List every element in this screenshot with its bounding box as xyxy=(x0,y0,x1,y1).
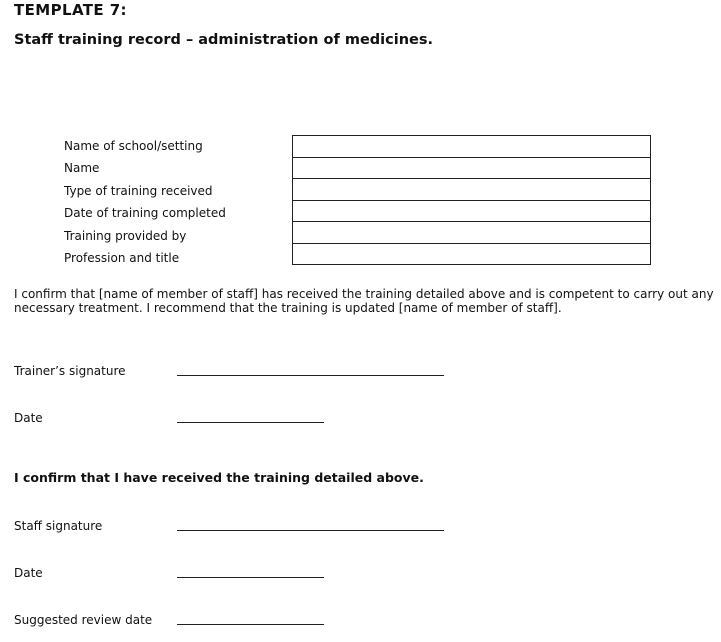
field-value-provided-by[interactable] xyxy=(293,222,651,244)
review-date-line[interactable] xyxy=(177,624,324,625)
table-row xyxy=(293,179,651,201)
staff-date-label: Date xyxy=(14,566,43,580)
field-label-provided-by: Training provided by xyxy=(64,229,187,243)
field-value-training-date[interactable] xyxy=(293,200,651,222)
table-row xyxy=(293,200,651,222)
field-label-training-date: Date of training completed xyxy=(64,206,226,220)
staff-date-line[interactable] xyxy=(177,577,324,578)
training-details-table xyxy=(292,135,651,265)
table-row xyxy=(293,222,651,244)
field-value-name[interactable] xyxy=(293,157,651,179)
staff-signature-label: Staff signature xyxy=(14,519,103,533)
staff-confirmation-text: I confirm that I have received the training detailed above. xyxy=(14,470,424,485)
trainer-date-label: Date xyxy=(14,411,43,425)
review-date-label: Suggested review date xyxy=(14,613,153,627)
table-row xyxy=(293,243,651,265)
template-heading: TEMPLATE 7: xyxy=(14,1,127,19)
document-title: Staff training record – administration of medicines. xyxy=(14,32,433,48)
trainer-signature-label: Trainer’s signature xyxy=(14,364,126,378)
field-label-profession: Profession and title xyxy=(64,251,180,265)
field-label-name: Name xyxy=(64,161,100,175)
trainer-signature-line[interactable] xyxy=(177,375,444,376)
trainer-confirmation-text: I confirm that [name of member of staff] has received the training detailed above and is competent to carry out any necessary treatment. I recommend that the training is updated [name of member of staff]. xyxy=(14,287,714,315)
trainer-date-line[interactable] xyxy=(177,422,324,423)
field-label-school: Name of school/setting xyxy=(64,139,203,153)
staff-signature-line[interactable] xyxy=(177,530,444,531)
field-value-profession[interactable] xyxy=(293,243,651,265)
field-label-training-type: Type of training received xyxy=(64,184,213,198)
field-value-school[interactable] xyxy=(293,136,651,158)
field-value-training-type[interactable] xyxy=(293,179,651,201)
table-row xyxy=(293,157,651,179)
table-row xyxy=(293,136,651,158)
